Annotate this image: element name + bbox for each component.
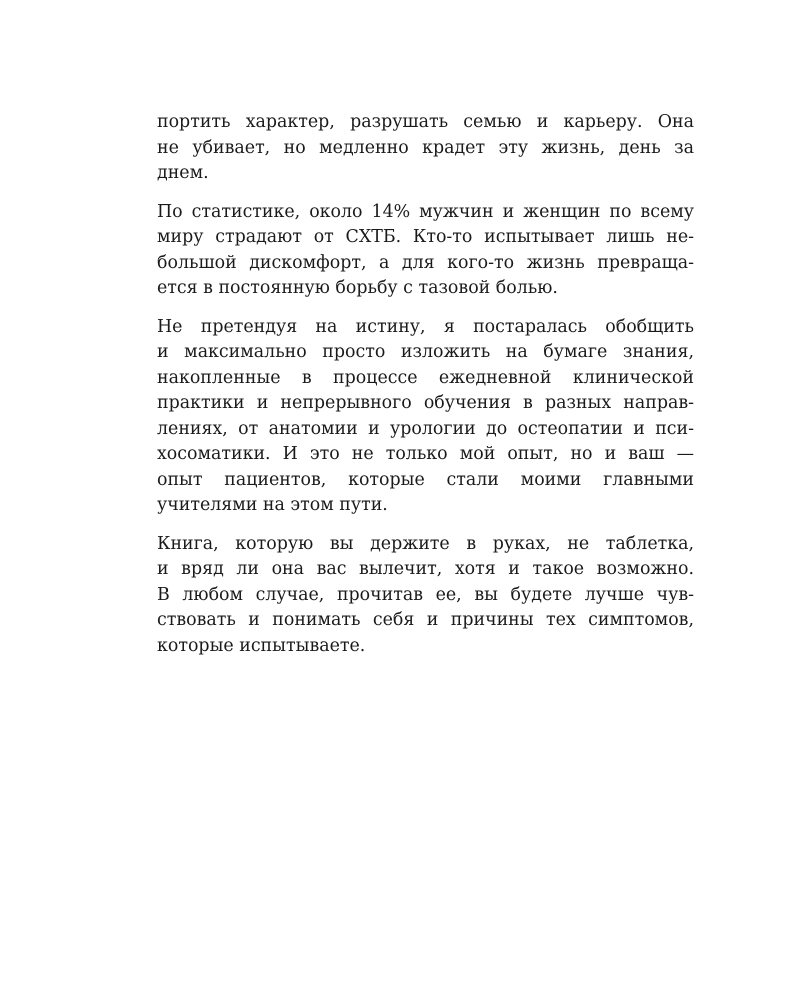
text-line: практики и непрерывного обучения в разных направ- (157, 393, 694, 413)
paragraph-2 (157, 200, 694, 302)
text-line: опыт пациентов, которые стали моими главными (157, 469, 694, 490)
text-line: портить характер, разрушать семью и карьеру. Она (157, 112, 694, 132)
paragraph-3 (157, 315, 694, 519)
text-line: которые испытываете. (157, 635, 366, 656)
text-line: большой дискомфорт, а для кого-то жизнь превраща- (157, 252, 694, 273)
text-line: лениях, от анатомии и урологии до остеопатии и пси- (157, 418, 694, 439)
text-line: накопленные в процессе ежедневной клинической (157, 367, 694, 388)
text-column (157, 110, 694, 672)
text-line: ствовать и понимать себя и причины тех симптомов, (157, 610, 694, 630)
text-line: хосоматики. И это не только мой опыт, но и ваш — (157, 444, 694, 464)
text-line: не убивает, но медленно крадет эту жизнь, день за (157, 137, 694, 158)
text-line: ется в постоянную борьбу с тазовой болью. (157, 278, 558, 298)
text-line: Книга, которую вы держите в руках, не таблетка, (157, 533, 694, 554)
text-line: В любом случае, прочитав ее, вы будете лучше чув- (157, 584, 694, 605)
paragraph-4 (157, 532, 694, 660)
text-line: учителями на этом пути. (157, 495, 388, 515)
text-line: и вряд ли она вас вылечит, хотя и такое возможно. (157, 559, 694, 579)
text-line: миру страдают от СХТБ. Кто-то испытывает лишь не- (157, 227, 694, 247)
text-line: Не претендуя на истину, я постаралась обобщить (157, 316, 694, 337)
text-line: По статистике, около 14% мужчин и женщин по всему (157, 201, 694, 222)
paragraph-1 (157, 110, 694, 187)
text-line: и максимально просто изложить на бумаге знания, (157, 342, 694, 362)
text-line: днем. (157, 163, 209, 183)
